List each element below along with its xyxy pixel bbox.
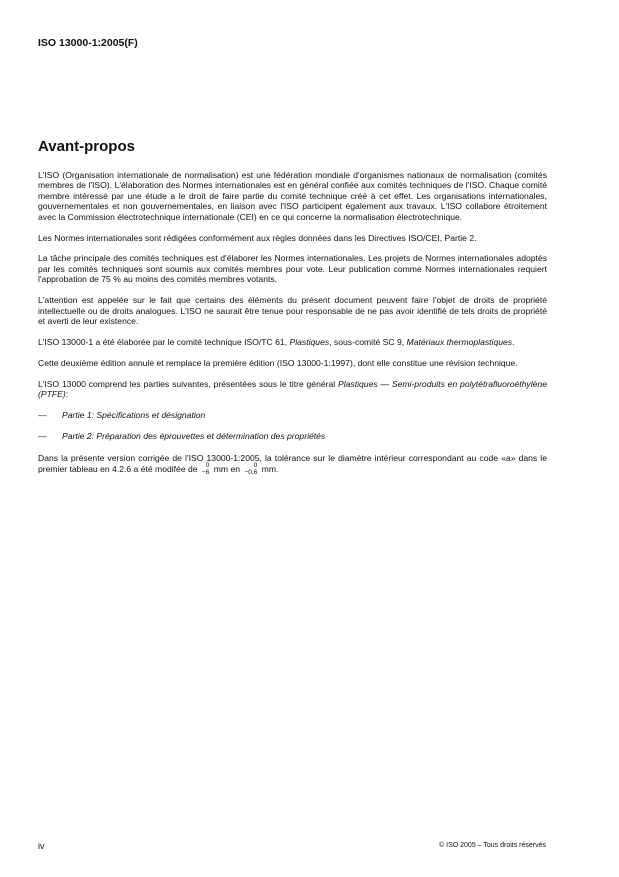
copyright-notice: © ISO 2005 – Tous droits réservés [439,842,546,849]
paragraph-3: La tâche principale des comités techniques est d'élaborer les Normes internationales. Les projets de Normes internationales adoptés par les comités techniques sont soumis aux comités membres pour vote. Leur publication comme Normes internationales requiert l'approbation de 75 % au moins des comités membres votants. [38,253,547,285]
page-number: iv [38,841,45,851]
paragraph-4: L'attention est appelée sur le fait que certains des éléments du présent document peuvent faire l'objet de droits de propriété intellectuelle ou de droits analogues. L'ISO ne saurait être tenue pour responsable de ne pas avoir identifié de tels droits de propriété et averti de leur existence. [38,295,547,326]
p8-text-a: Dans la présente version corrigée de l'ISO 13000-1:2005, la tolérance sur le diamètre intérieur correspondant au code «a» dans le premier tableau en 4.2.6 a été modifée de [38,452,547,474]
document-id: ISO 13000-1:2005(F) [38,37,138,49]
paragraph-2: Les Normes internationales sont rédigées conformément aux règles données dans les Directives ISO/CEI, Partie 2. [38,232,477,243]
p5-text-c: , sous-comité SC 9, [329,336,407,347]
tolerance-new-lower: −0,6 [244,468,258,476]
p8-text-c: mm. [259,463,279,474]
p5-text-e: . [512,336,515,347]
paragraph-7 [38,379,547,400]
tolerance-old-lower: −6 [201,468,210,476]
p7-general-title: Plastiques — Semi-produits en polytétrafluoroéthylène (PTFE) [38,378,547,400]
paragraph-1: L'ISO (Organisation internationale de normalisation) est une fédération mondiale d'organismes nationaux de normalisation (comités membres de l'ISO). L'élaboration des Normes internationales est en général confiée aux comités techniques de l'ISO. Chaque comité membre intéressé par une étude a le droit de faire partie du comité technique créé à cet effet. Les organisations internationales, gouvernementales et non gouvernementales, en liaison avec l'ISO participent également aux travaux. L'ISO collabore étroitement avec la Commission électrotechnique internationale (CEI) en ce qui concerne la normalisation électrotechnique. [38,170,547,222]
page-title: Avant-propos [38,138,135,155]
tolerance-new-upper: 0 [253,462,258,470]
p8-text-b: mm en [211,463,243,474]
p7-text-c: : [65,389,69,400]
p5-subcommittee-name: Matériaux thermoplastiques [406,336,513,347]
tolerance-new [244,463,257,476]
foreword-body [38,170,547,487]
paragraph-8 [38,453,547,476]
tolerance-old-upper: 0 [205,462,210,470]
list-item-text: Partie 1: Spécifications et désignation [62,410,206,420]
list-dash: — [38,431,47,442]
tolerance-old [202,463,209,476]
list-dash: — [38,410,47,420]
p5-text-a: L'ISO 13000-1 a été élaborée par le comité technique ISO/TC 61, [38,336,290,347]
list-item [38,431,547,441]
paragraph-6: Cette deuxième édition annule et remplace la première édition (ISO 13000-1:1997), dont elle constitue une révision technique. [38,357,518,368]
paragraph-5 [38,337,547,347]
p5-committee-name: Plastiques [289,336,330,347]
list-item [38,410,547,420]
list-item-text: Partie 2: Préparation des éprouvettes et détermination des propriétés [62,431,326,442]
p7-text-a: L'ISO 13000 comprend les parties suivantes, présentées sous le titre général [38,378,338,389]
